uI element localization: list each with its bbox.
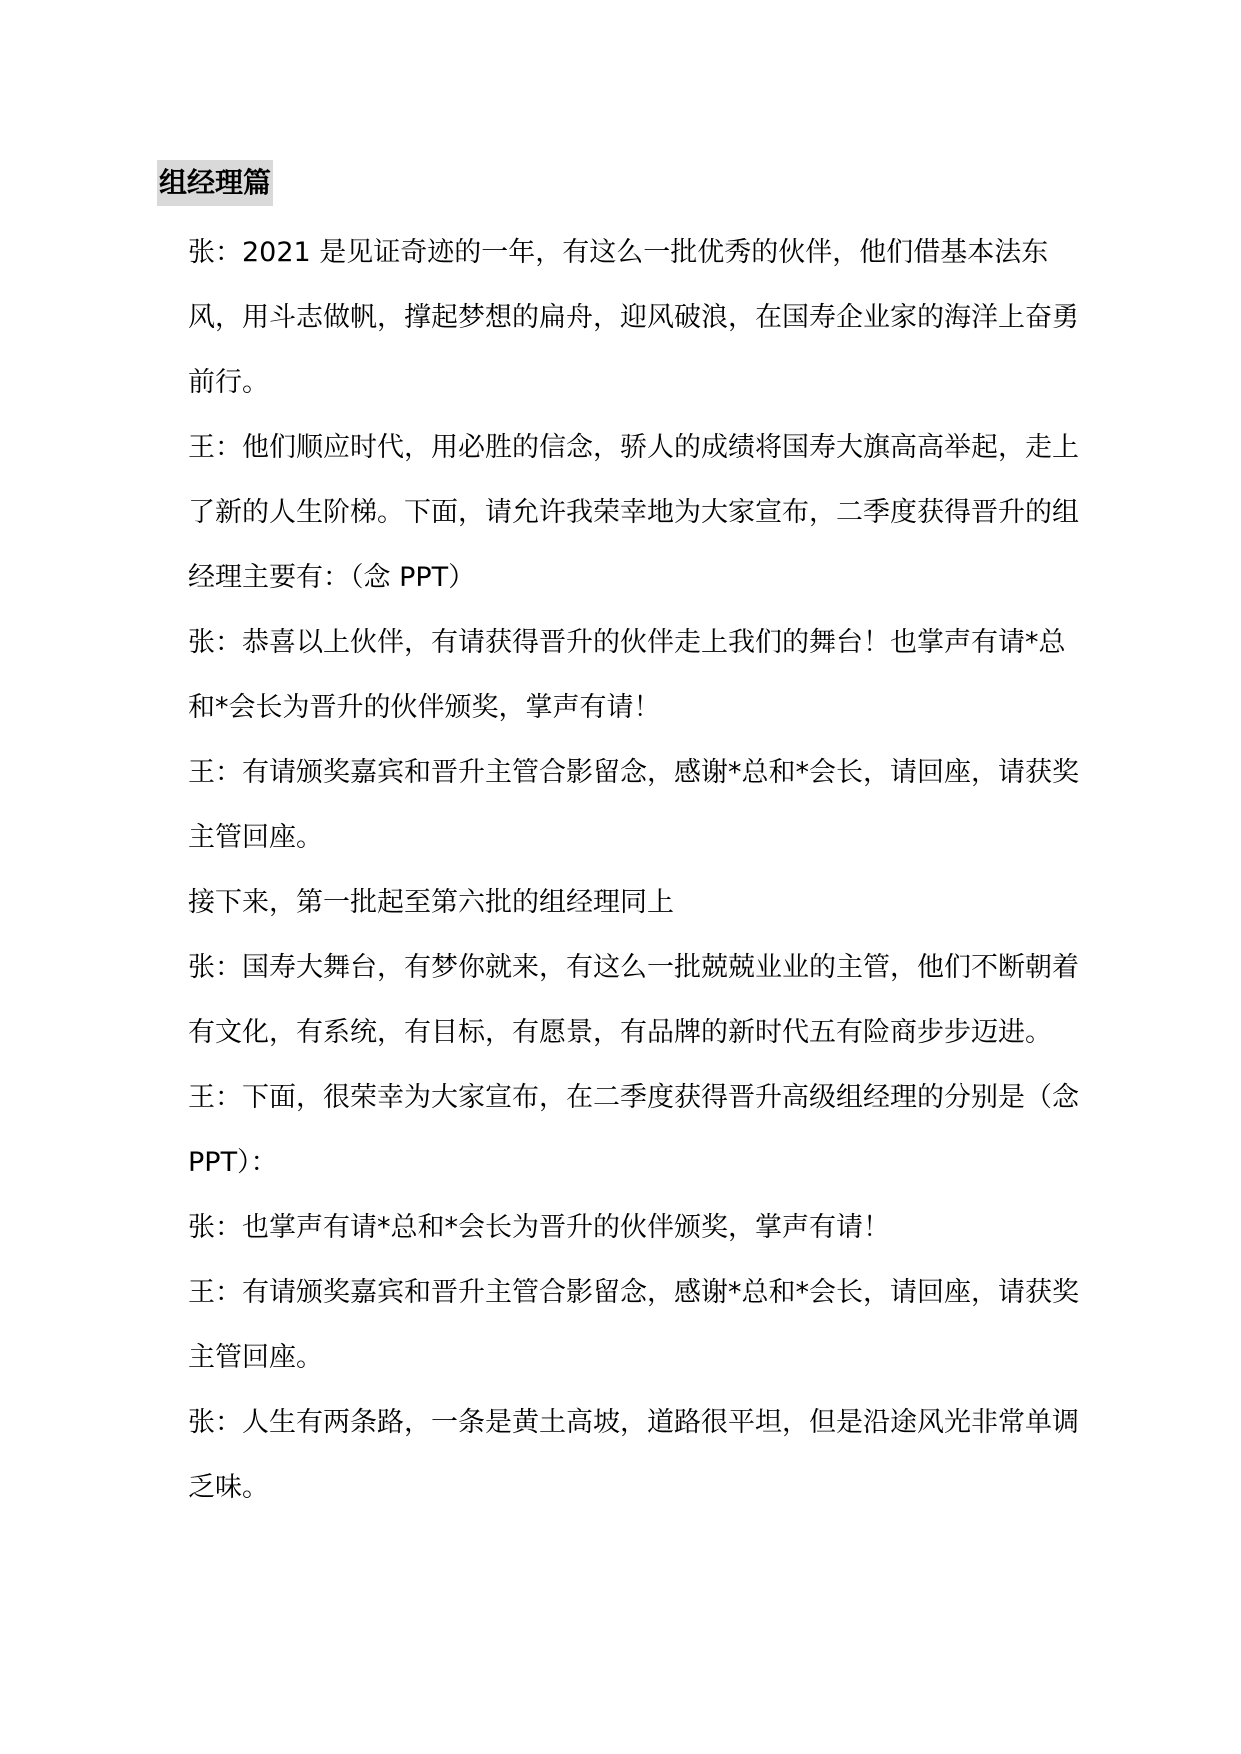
paragraph-7: 王：下面，很荣幸为大家宣布，在二季度获得晋升高级组经理的分别是（念 PPT）： [188,1082,1079,1178]
paragraph-1: 张：2021 是见证奇迹的一年，有这么一批优秀的伙伴，他们借基本法东风，用斗志做帆，撑起梦想的扁舟，迎风破浪，在国寿企业家的海洋上奋勇前行。 [188,237,1079,398]
paragraph-9: 王：有请颁奖嘉宾和晋升主管合影留念，感谢*总和*会长，请回座，请获奖主管回座。 [188,1277,1079,1373]
paragraph-3: 张：恭喜以上伙伴，有请获得晋升的伙伴走上我们的舞台！也掌声有请*总和*会长为晋升的伙伴颁奖，掌声有请！ [188,627,1066,723]
paragraph-2: 王：他们顺应时代，用必胜的信念，骄人的成绩将国寿大旗高高举起，走上了新的人生阶梯。下面，请允许我荣幸地为大家宣布，二季度获得晋升的组经理主要有：（念 PPT） [188,432,1079,593]
paragraph-6: 张：国寿大舞台，有梦你就来，有这么一批兢兢业业的主管，他们不断朝着有文化，有系统，有目标，有愿景，有品牌的新时代五有险商步步迈进。 [188,952,1079,1048]
section-heading: 组经理篇 [157,160,273,206]
document-body [188,220,1088,1520]
paragraph-8: 张：也掌声有请*总和*会长为晋升的伙伴颁奖，掌声有请！ [188,1212,890,1243]
paragraph-10: 张：人生有两条路，一条是黄土高坡，道路很平坦，但是沿途风光非常单调乏味。 [188,1407,1079,1503]
paragraph-5: 接下来，第一批起至第六批的组经理同上 [188,887,674,918]
paragraph-4: 王：有请颁奖嘉宾和晋升主管合影留念，感谢*总和*会长，请回座，请获奖主管回座。 [188,757,1079,853]
